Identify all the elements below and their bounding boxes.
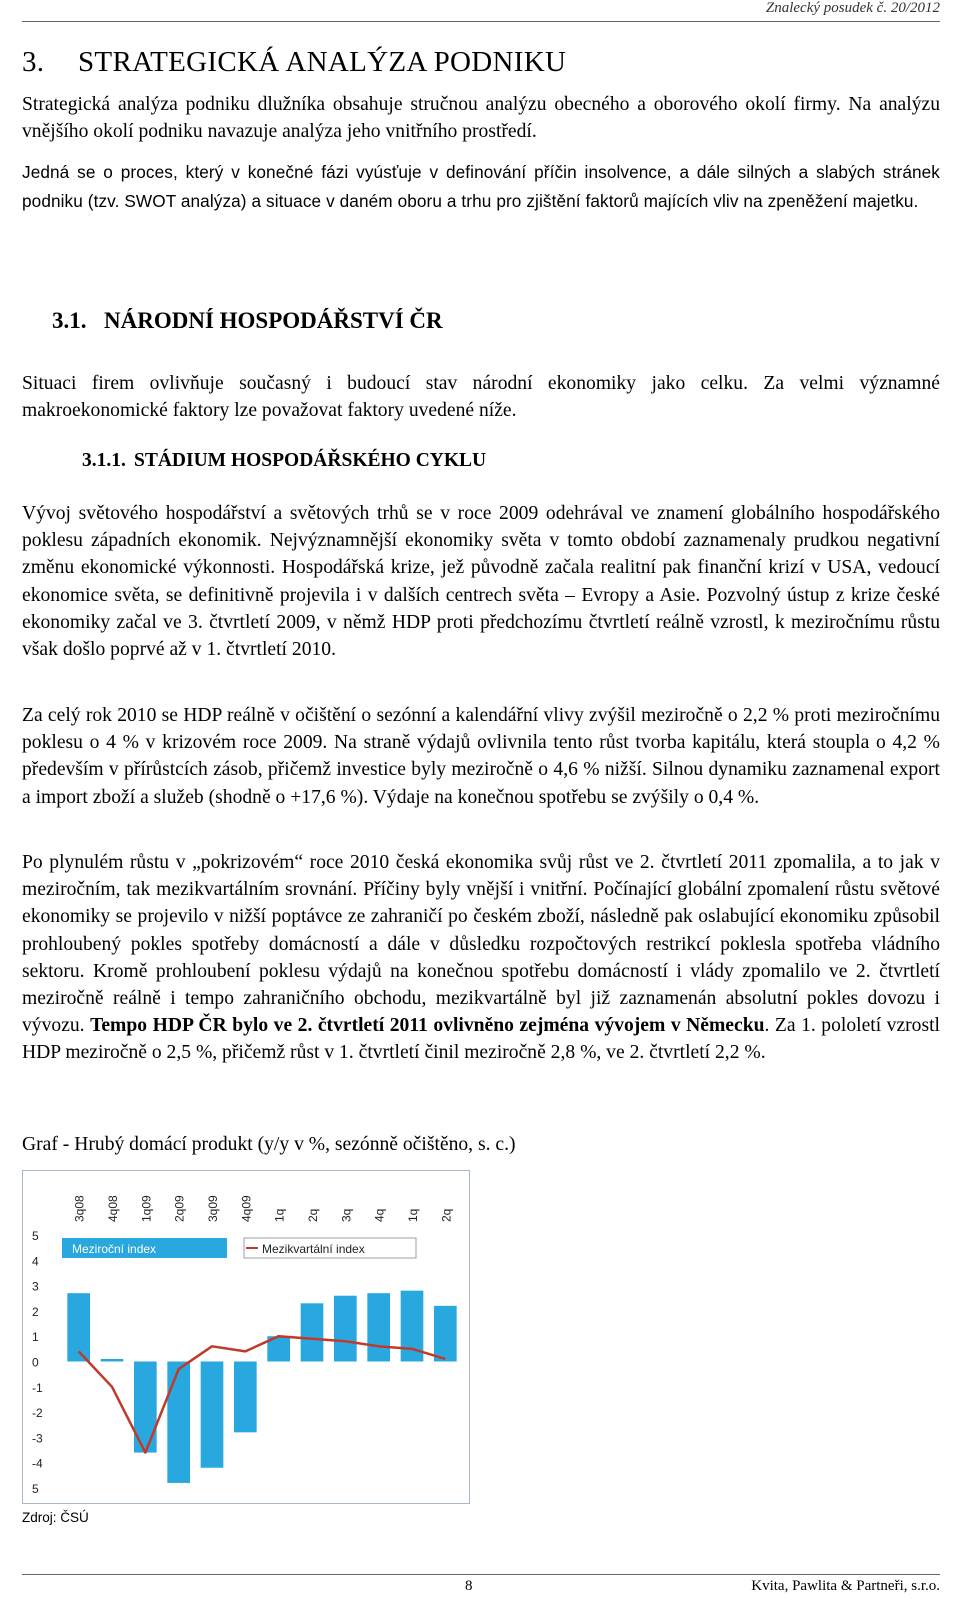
gdp-bar bbox=[167, 1362, 190, 1483]
legend-label-line: Mezikvartální index bbox=[262, 1242, 365, 1256]
section-3-1-number: 3.1. bbox=[52, 308, 87, 333]
paragraph-3-start: Po plynulém růstu v „pokrizovém“ roce 2010 česká ekonomika svůj růst ve 2. čtvrtletí 2011 zpomalila, a to jak v meziročním, tak mezikvartálním srovnání. Příčiny byly vnější i vnitřní. Počínající globální zpomalení růstu světové ekonomiky se projevilo v nižší poptávce ze zahraničí po českém zboží, následně pak oslabující ekonomiku způsobil prohloubený pokles spotřeby domácností a dále v důsledku rozpočtových restrikcí poklesla spotřeba vládního sektoru. Kromě prohloubení poklesu výdajů na konečnou spotřebu domácností i vlády zpomalilo ve 2. čtvrtletí meziročně reálně i tempo zahraničního obchodu, mezikvartálně byl již zaznamenán absolutní pokles dovozu i vývozu. bbox=[22, 852, 940, 1037]
section-3-heading bbox=[22, 46, 566, 79]
footer-page-number: 8 bbox=[465, 1578, 473, 1594]
section-3-1-paragraph: Situaci firem ovlivňuje současný i budoucí stav národní ekonomiky jako celku. Za velmi významné makroekonomické faktory lze považovat faktory uvedené níže. bbox=[22, 373, 940, 422]
y-tick-label: 3 bbox=[32, 1279, 39, 1294]
y-tick-label: -3 bbox=[32, 1431, 43, 1446]
footer-divider bbox=[22, 1574, 940, 1575]
section-3-1-1-paragraph-2: Za celý rok 2010 se HDP reálně v očištění o sezónní a kalendářní vlivy zvýšil meziročně o 2,2 % proti meziročnímu poklesu o 4 % v krizovém roce 2009. Na straně výdajů ovlivnila tento růst tvorba kapitálu, která stoupla o 4,2 % především v přírůstcích zásob, přičemž investice byly meziročně o 4,6 % nižší. Silnou dynamiku zaznamenal export a import zboží a služeb (shodně o +17,6 %). Výdaje na konečnou spotřebu se zvýšily o 0,4 %. bbox=[22, 705, 940, 808]
gdp-bar bbox=[334, 1296, 357, 1362]
y-tick-label: -4 bbox=[32, 1456, 43, 1471]
graph-caption: Graf - Hrubý domácí produkt (y/y v %, sezónně očištěno, s. c.) bbox=[22, 1134, 516, 1155]
y-tick-label: 5 bbox=[32, 1229, 39, 1243]
x-category-label: 4q08 bbox=[106, 1195, 120, 1222]
legend-label-bar: Meziroční index bbox=[72, 1242, 157, 1256]
section-3-paragraph-2: Jedná se o proces, který v konečné fázi vyúsťuje v definování příčin insolvence, a dále silných a slabých stránek podniku (tzv. SWOT analýza) a situace v daném oboru a trhu pro zjištění faktorů majících vliv na zpeněžení majetku. bbox=[22, 162, 940, 211]
y-tick-label: 4 bbox=[32, 1254, 39, 1269]
x-category-label: 2q bbox=[439, 1208, 454, 1222]
gdp-bar bbox=[234, 1362, 257, 1433]
x-category-label: 1q bbox=[272, 1208, 287, 1222]
x-category-label: 1q09 bbox=[139, 1195, 154, 1222]
paragraph-3-bold: Tempo HDP ČR bylo ve 2. čtvrtletí 2011 ovlivněno zejména vývojem v Německu bbox=[90, 1015, 765, 1037]
x-category-label: 3q bbox=[339, 1208, 354, 1222]
footer-company: Kvita, Pawlita & Partneři, s.r.o. bbox=[751, 1578, 940, 1594]
gdp-bar bbox=[201, 1362, 224, 1468]
x-category-label: 1q bbox=[406, 1208, 420, 1222]
gdp-bar bbox=[67, 1293, 90, 1361]
section-3-paragraph-1: Strategická analýza podniku dlužníka obsahuje stručnou analýzu obecného a oborového okolí firmy. Na analýzu vnějšího okolí podniku navazuje analýza jeho vnitřního prostředí. bbox=[22, 94, 940, 143]
gdp-bar bbox=[367, 1293, 390, 1361]
section-3-1-title: NÁRODNÍ HOSPODÁŘSTVÍ ČR bbox=[104, 308, 443, 333]
y-tick-label: -1 bbox=[32, 1380, 43, 1395]
x-category-label: 4q bbox=[372, 1208, 387, 1222]
section-3-title: STRATEGICKÁ ANALÝZA PODNIKU bbox=[78, 46, 567, 78]
header-divider bbox=[22, 21, 940, 22]
section-3-1-1-heading bbox=[82, 450, 486, 472]
y-tick-label: 1 bbox=[32, 1330, 39, 1345]
x-category-label: 3q08 bbox=[72, 1195, 87, 1222]
y-tick-label: 2 bbox=[32, 1304, 39, 1319]
x-category-label: 3q09 bbox=[206, 1195, 220, 1222]
section-3-1-1-paragraph-1: Vývoj světového hospodářství a světových trhů se v roce 2009 odehrával ve znamení globálního hospodářského poklesu západních ekonomik. Nejvýznamnější ekonomiky světa v tomto období zaznamenaly prudkou negativní změnu ekonomické výkonnosti. Hospodářská krize, jež původně začala realitní pak finanční krizí v USA, vedoucí ekonomice světa, se definitivně projevila i v dalších centrech světa – Evropy a Asie. Pozvolný ústup z krize české ekonomiky začal ve 3. čtvrtletí 2009, v němž HDP proti předchozímu čtvrtletí reálně vzrostl, k meziročnímu růstu však došlo poprvé až v 1. čtvrtletí 2010. bbox=[22, 503, 940, 661]
section-3-1-1-paragraph-3 bbox=[22, 849, 940, 1067]
paragraph-3-end: . Za 1. pololetí vzrostl HDP meziročně o 2,5 %, přičemž růst v 1. čtvrtletí činil meziročně 2,8 %, ve 2. čtvrtletí 2,2 %. bbox=[22, 1015, 940, 1064]
header-doc-ref: Znalecký posudek č. 20/2012 bbox=[765, 0, 940, 16]
y-tick-label: -2 bbox=[32, 1406, 43, 1421]
section-3-1-heading bbox=[52, 308, 443, 334]
section-3-number: 3. bbox=[22, 46, 45, 78]
gdp-bar bbox=[301, 1303, 324, 1361]
x-category-label: 2q09 bbox=[172, 1195, 187, 1222]
gdp-bar bbox=[101, 1359, 124, 1362]
section-3-1-1-title: STÁDIUM HOSPODÁŘSKÉHO CYKLU bbox=[134, 450, 487, 471]
x-category-label: 2q bbox=[306, 1208, 320, 1222]
y-tick-label: 0 bbox=[32, 1355, 39, 1370]
x-category-label: 4q09 bbox=[239, 1195, 254, 1222]
chart-source: Zdroj: ČSÚ bbox=[22, 1510, 89, 1525]
gdp-bar bbox=[434, 1306, 457, 1362]
section-3-1-1-number: 3.1.1. bbox=[82, 450, 126, 471]
gdp-chart bbox=[22, 1170, 470, 1504]
gdp-chart-svg bbox=[22, 1170, 470, 1504]
y-tick-label: 5 bbox=[32, 1482, 39, 1496]
